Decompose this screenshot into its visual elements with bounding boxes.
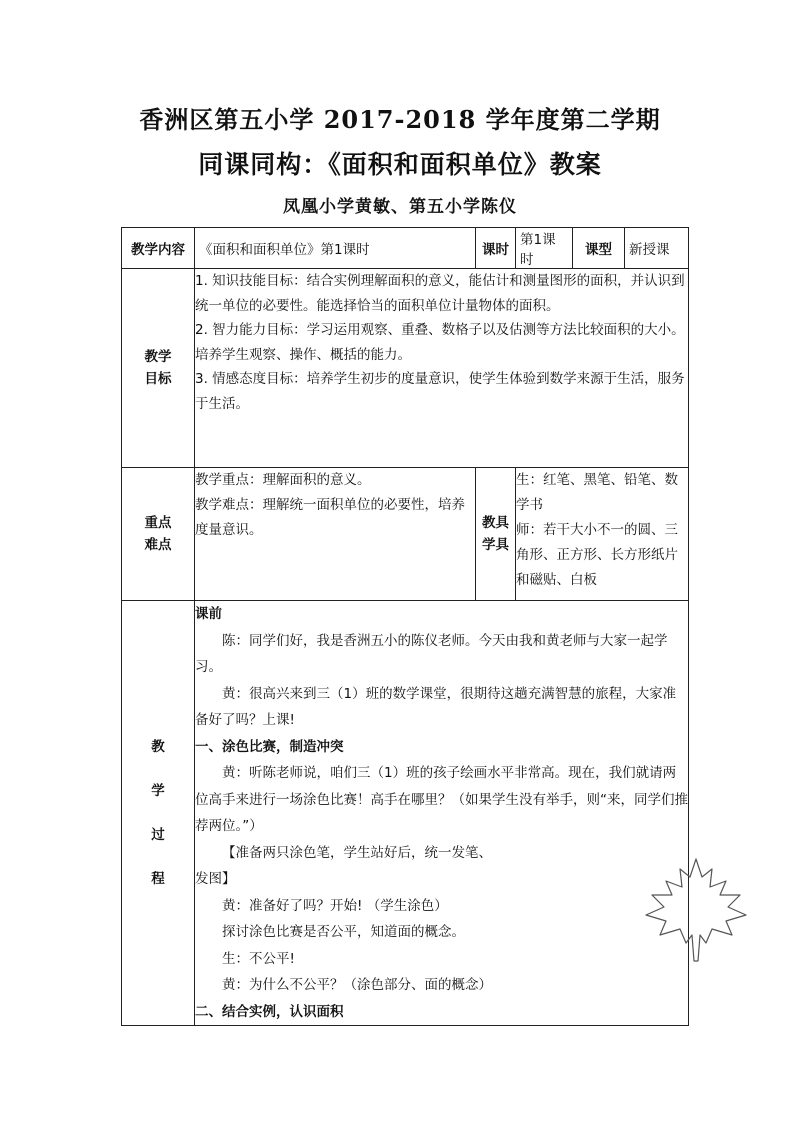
objective-item-2: 2. 智力能力目标：学习运用观察、重叠、数格子以及估测等方法比较面积的大小。培养学生观察、操作、概括的能力。 [195, 322, 685, 363]
teaching-content-label: 教学内容 [122, 228, 195, 269]
teacher-tools: 师：若干大小不一的圆、三角形、正方形、长方形纸片和磁贴、白板 [516, 522, 678, 588]
objectives-label [122, 269, 195, 468]
teaching-content-value: 《面积和面积单位》第1课时 [195, 228, 476, 269]
process-paragraph-7: 生：不公平! [222, 950, 295, 967]
document-title-lesson: 同课同构：《面积和面积单位》教案 [198, 150, 602, 179]
pre-class-heading: 课前 [195, 606, 222, 622]
period-label: 课时 [476, 228, 516, 269]
tools-label-top: 教具 [482, 515, 509, 531]
key-points-label-bottom: 难点 [144, 537, 172, 553]
process-paragraph-5: 黄：准备好了吗？开始! （学生涂色） [222, 897, 448, 914]
tools-label-bottom: 学具 [482, 537, 509, 553]
teaching-focus: 教学重点：理解面积的意义。 [195, 472, 371, 488]
process-label-char-1: 教 [151, 739, 165, 755]
row-teaching-content [122, 228, 689, 269]
tools-label [476, 468, 516, 601]
lesson-plan-table [121, 227, 689, 1026]
process-paragraph-4b: 发图】 [195, 871, 236, 887]
lesson-type-label: 课型 [573, 228, 625, 269]
process-label-char-4: 程 [151, 871, 165, 887]
objectives-label-bottom: 目标 [144, 371, 172, 387]
period-value: 第1课时 [516, 228, 573, 269]
teaching-difficulty: 教学难点：理解统一面积单位的必要性，培养度量意识。 [195, 497, 465, 538]
key-points-content [195, 468, 476, 601]
process-paragraph-4: 【准备两只涂色笔，学生站好后，统一发笔、 [222, 844, 492, 861]
key-points-label-top: 重点 [144, 515, 172, 531]
document-title-school-term: 香洲区第五小学 2017-2018 学年度第二学期 [139, 105, 661, 134]
objectives-label-top: 教学 [144, 349, 172, 365]
tools-content [516, 468, 689, 601]
process-paragraph-6: 探讨涂色比赛是否公平，知道面的概念。 [222, 924, 465, 940]
lesson-type-value: 新授课 [625, 228, 689, 269]
maple-leaf-outline-icon [640, 855, 752, 965]
key-points-label [122, 468, 195, 601]
row-key-points [122, 468, 689, 601]
process-paragraph-8: 黄：为什么不公平？（涂色部分、面的概念） [222, 977, 492, 993]
process-label-char-2: 学 [151, 783, 165, 799]
row-teaching-process [122, 601, 689, 1026]
process-content [195, 601, 689, 1026]
objective-item-3: 3. 情感态度目标：培养学生初步的度量意识，使学生体验到数学来源于生活，服务于生活。 [195, 371, 685, 412]
process-paragraph-1: 陈：同学们好，我是香洲五小的陈仪老师。今天由我和黄老师与大家一起学习。 [195, 632, 668, 675]
process-paragraph-2: 黄：很高兴来到三（1）班的数学课堂，很期待这趟充满智慧的旅程，大家准备好了吗？上课! [195, 685, 677, 728]
process-label-char-3: 过 [151, 827, 165, 843]
process-label [122, 601, 195, 1026]
section-heading-1: 一、涂色比赛，制造冲突 [195, 738, 344, 755]
section-heading-2: 二、结合实例，认识面积 [195, 1003, 344, 1020]
student-tools: 生：红笔、黑笔、铅笔、数学书 [516, 472, 678, 513]
objective-item-1: 1. 知识技能目标：结合实例理解面积的意义，能估计和测量图形的面积，并认识到统一单位的必要性。能选择恰当的面积单位计量物体的面积。 [195, 273, 685, 314]
process-paragraph-3: 黄：听陈老师说，咱们三（1）班的孩子绘画水平非常高。现在，我们就请两位高手来进行一场涂色比赛！高手在哪里？（如果学生没有举手，则“来，同学们推荐两位。”） [195, 765, 688, 834]
row-objectives [122, 269, 689, 468]
document-authors: 凤凰小学黄敏、第五小学陈仪 [283, 197, 517, 217]
objectives-content [195, 269, 689, 468]
